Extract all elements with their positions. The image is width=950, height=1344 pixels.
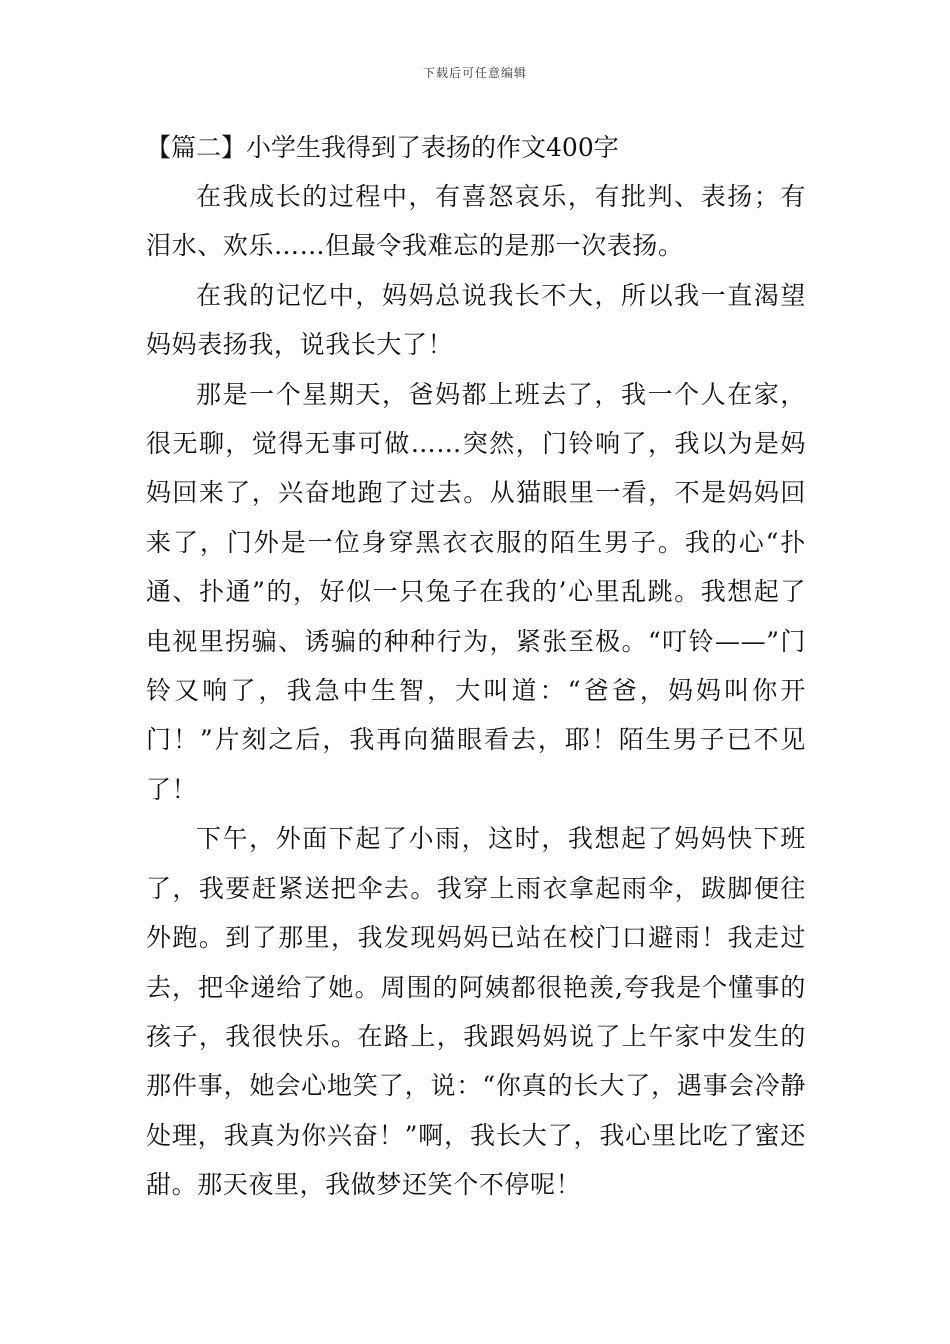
paragraph-1: 在我成长的过程中，有喜怒哀乐，有批判、表扬；有泪水、欢乐……但最令我难忘的是那一次表扬。 bbox=[146, 182, 806, 261]
paragraph-3: 那是一个星期天，爸妈都上班去了，我一个人在家，很无聊，觉得无事可做……突然，门铃响了，我以为是妈妈回来了，兴奋地跑了过去。从猫眼里一看，不是妈妈回来了，门外是一位身穿黑衣衣服的陌生男子。我的心“扑通、扑通”的，好似一只兔子在我的’心里乱跳。我想起了电视里拐骗、诱骗的种种行为，紧张至极。“叮铃——”门铃又响了，我急中生智，大叫道：“爸爸，妈妈叫你开门！”片刻之后，我再向猫眼看去，耶！陌生男子已不见了！ bbox=[146, 379, 806, 804]
page-header: 下载后可任意编辑 bbox=[422, 66, 527, 80]
paragraph-2: 在我的记忆中，妈妈总说我长不大，所以我一直渴望妈妈表扬我，说我长大了！ bbox=[146, 280, 806, 360]
document-title: 【篇二】小学生我得到了表扬的作文400字 bbox=[146, 133, 619, 162]
document-body bbox=[146, 124, 806, 1210]
paragraph-4: 下午，外面下起了小雨，这时，我想起了妈妈快下班了，我要赶紧送把伞去。我穿上雨衣拿起雨伞，跋脚便往外跑。到了那里，我发现妈妈已站在校门口避雨！我走过去，把伞递给了她。周围的阿姨都很艳羡,夸我是个懂事的孩子，我很快乐。在路上，我跟妈妈说了上午家中发生的那件事，她会心地笑了，说：“你真的长大了，遇事会冷静处理，我真为你兴奋！”啊，我长大了，我心里比吃了蜜还甜。那天夜里，我做梦还笑个不停呢！ bbox=[146, 824, 806, 1200]
